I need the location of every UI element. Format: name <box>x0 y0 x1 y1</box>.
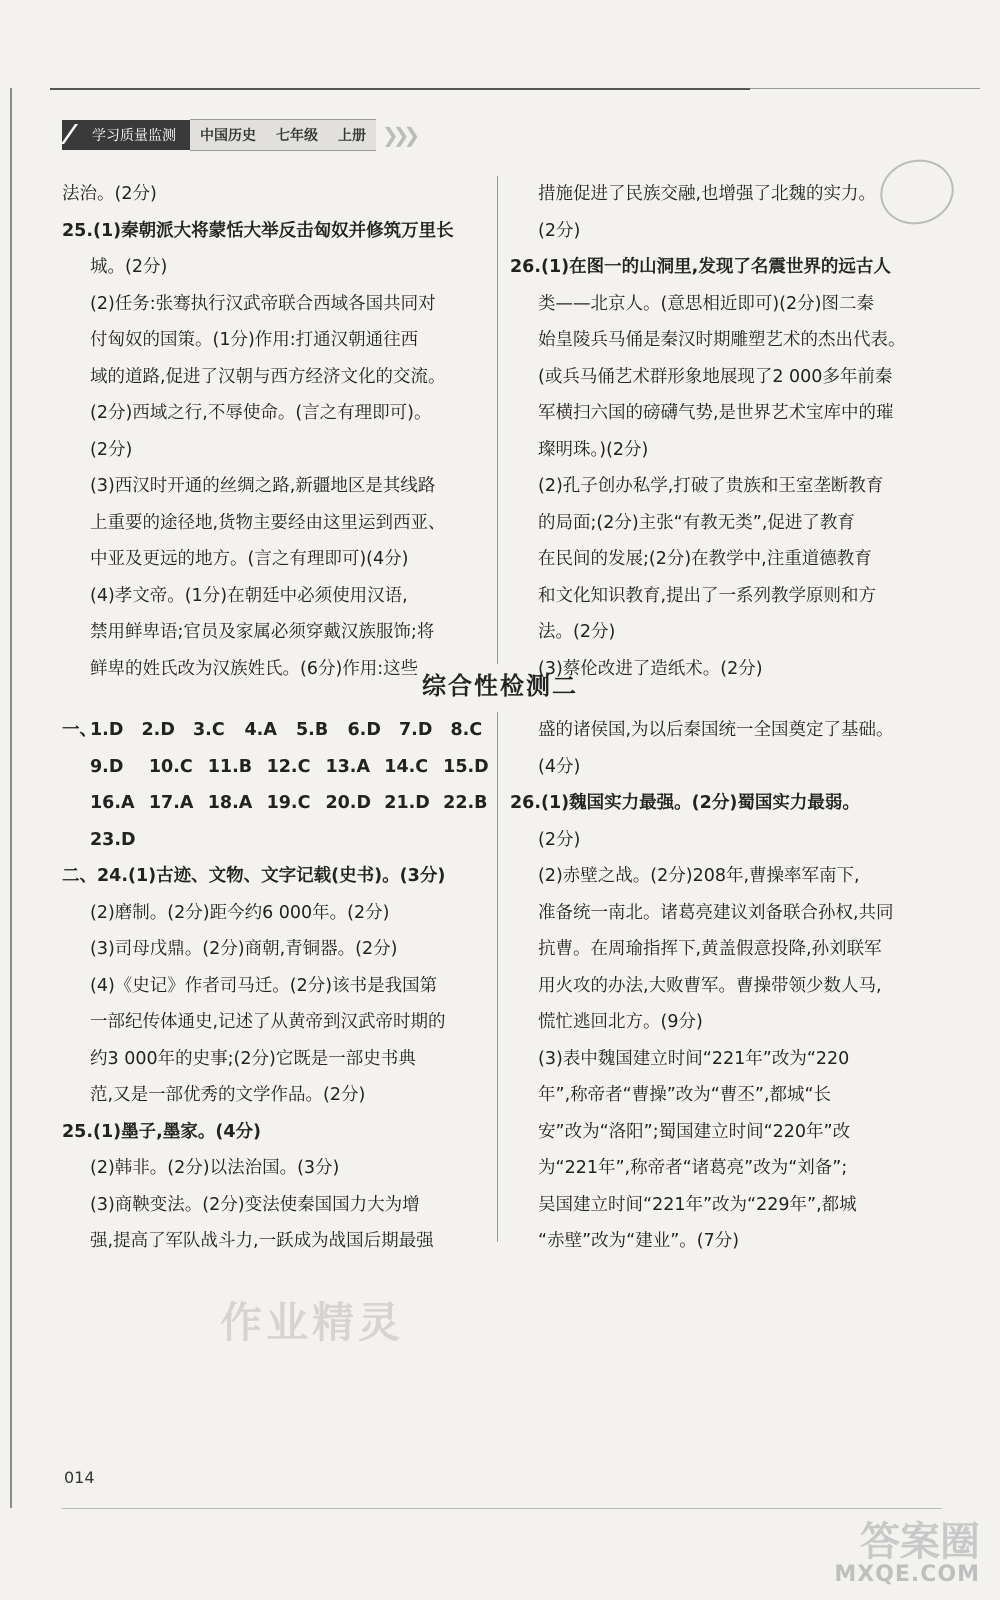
answer-line: 法。(2分) <box>538 622 616 642</box>
answer-line: (3)司母戊鼎。(2分)商朝,青铜器。(2分) <box>90 939 398 959</box>
mcq-answer: 2.D <box>141 720 175 740</box>
answer-line: 城。(2分) <box>90 257 168 277</box>
header-badge: 学习质量监测 <box>62 120 190 150</box>
answer-line: (或兵马俑艺术群形象地展现了2 000多年前秦 <box>538 366 893 387</box>
answer-line: (3)蔡伦改进了造纸术。(2分) <box>538 658 763 679</box>
logo-url: MXQE.COM <box>834 1562 980 1587</box>
answer-line: 类——北京人。(意思相近即可)(2分)图二秦 <box>538 293 874 314</box>
answer-line: 法治。(2分) <box>62 184 157 204</box>
answer-column-left-top <box>62 176 492 687</box>
answer-line: “赤壁”改为“建业”。(7分) <box>538 1231 740 1251</box>
mcq-answer: 20.D <box>325 793 371 813</box>
answer-column-right-top <box>510 176 950 687</box>
mcq-answer: 13.A <box>325 756 370 777</box>
mcq-row <box>62 785 502 822</box>
answer-line: 准备统一南北。诸葛亮建议刘备联合孙权,共同 <box>538 902 894 923</box>
answer-line: (2)韩非。(2分)以法治国。(3分) <box>90 1158 340 1178</box>
page-edge <box>10 88 12 1508</box>
answer-line: 付匈奴的国策。(1分)作用:打通汉朝通往西 <box>90 330 419 350</box>
answer-line: (2分) <box>538 829 581 850</box>
header-grade: 七年级 <box>276 128 318 144</box>
section-title: 综合性检测二 <box>422 672 578 700</box>
chevron-right-icon: ❯❯❯ <box>382 123 415 147</box>
answer-line: (4)孝文帝。(1分)在朝廷中必须使用汉语, <box>90 585 408 606</box>
answer-column-right-bottom <box>510 712 960 1260</box>
header-subject: 中国历史 <box>200 128 256 144</box>
answer-line: (2)磨制。(2分)距今约6 000年。(2分) <box>90 902 390 923</box>
answer-line: 和文化知识教育,提出了一系列教学原则和方 <box>538 585 877 606</box>
answer-line: 吴国建立时间“221年”改为“229年”,都城 <box>538 1194 857 1215</box>
column-divider <box>497 176 498 664</box>
mcq-answer: 17.A <box>148 793 194 813</box>
answer-column-left-bottom <box>62 712 502 1260</box>
mcq-row <box>62 712 502 749</box>
mcq-answer: 1.D <box>90 720 124 740</box>
column-divider <box>497 712 498 1242</box>
page-number: 014 <box>64 1468 95 1487</box>
answer-line: 慌忙逃回北方。(9分) <box>538 1012 703 1032</box>
answer-line: 约3 000年的史事;(2分)它既是一部史书典 <box>90 1048 416 1069</box>
mcq-answer: 12.C <box>266 756 311 777</box>
mcq-answer: 21.D <box>384 793 430 813</box>
answer-line: 始皇陵兵马俑是秦汉时期雕塑艺术的杰出代表。 <box>538 330 906 350</box>
mcq-label: 一、 <box>62 720 97 740</box>
answer-line: (3)商鞅变法。(2分)变法使秦国国力大为增 <box>90 1194 420 1215</box>
mcq-answer: 16.A <box>90 793 135 813</box>
answer-line: 鲜卑的姓氏改为汉族姓氏。(6分)作用:这些 <box>90 658 419 679</box>
answer-line: 二、24.(1)古迹、文物、文字记载(史书)。(3分) <box>62 866 446 886</box>
running-header <box>62 120 414 150</box>
mcq-answer: 19.C <box>266 793 311 813</box>
mcq-answer: 14.C <box>384 756 429 777</box>
mcq-answer: 7.D <box>399 720 433 740</box>
answer-line: (3)西汉时开通的丝绸之路,新疆地区是其线路 <box>90 476 436 496</box>
mcq-answer: 23.D <box>90 829 136 850</box>
logo-mark: 答案圈 <box>860 1519 980 1565</box>
answer-line: (2)孔子创办私学,打破了贵族和王室垄断教育 <box>538 476 884 496</box>
answer-line: 用火攻的办法,大败曹军。曹操带领少数人马, <box>538 975 882 996</box>
answer-line: (3)表中魏国建立时间“221年”改为“220 <box>538 1048 850 1069</box>
answer-line: 范,又是一部优秀的文学作品。(2分) <box>90 1085 366 1105</box>
answer-line: (2分) <box>90 439 133 460</box>
answer-line: (4分) <box>538 756 581 777</box>
answer-line: 为“221年”,称帝者“诸葛亮”改为“刘备”; <box>538 1158 848 1178</box>
answer-line: 域的道路,促进了汉朝与西方经济文化的交流。 <box>90 366 446 387</box>
answer-line: (2)赤壁之战。(2分)208年,曹操率军南下, <box>538 866 860 886</box>
answer-line: (2分)西域之行,不辱使命。(言之有理即可)。 <box>90 403 432 423</box>
mcq-answer: 8.C <box>450 720 483 740</box>
header-volume: 上册 <box>338 128 366 144</box>
answer-line: 26.(1)在图一的山洞里,发现了名震世界的远古人 <box>510 257 891 277</box>
answer-line: (4)《史记》作者司马迁。(2分)该书是我国第 <box>90 975 438 996</box>
answer-line: 禁用鲜卑语;官员及家属必须穿戴汉族服饰;将 <box>90 622 435 642</box>
answer-line: 军横扫六国的磅礴气势,是世界艺术宝库中的璀 <box>538 403 894 423</box>
answer-line: 上重要的途径地,货物主要经由这里运到西亚、 <box>90 512 446 533</box>
mcq-row <box>62 822 502 859</box>
answer-line: 25.(1)墨子,墨家。(4分) <box>62 1121 261 1142</box>
mcq-answer: 10.C <box>148 756 193 777</box>
bottom-rule <box>62 1508 942 1509</box>
answer-line: 年”,称帝者“曹操”改为“曹丕”,都城“长 <box>538 1085 832 1105</box>
watermark-text: 作业精灵 <box>220 1298 405 1347</box>
answer-line: 强,提高了军队战斗力,一跃成为战国后期最强 <box>90 1231 434 1251</box>
mcq-answer: 22.B <box>443 793 488 813</box>
mcq-answer: 18.A <box>207 793 253 813</box>
top-rule <box>50 88 750 90</box>
site-logo <box>820 1510 980 1590</box>
mcq-row <box>62 749 502 786</box>
answer-line: 璨明珠。)(2分) <box>538 439 649 460</box>
answer-line: 抗曹。在周瑜指挥下,黄盖假意投降,孙刘联军 <box>538 939 882 959</box>
mcq-answer: 6.D <box>347 720 381 740</box>
top-rule-right <box>750 88 980 89</box>
mcq-answer: 4.A <box>244 720 277 740</box>
answer-line: 25.(1)秦朝派大将蒙恬大举反击匈奴并修筑万里长 <box>62 220 454 241</box>
answer-line: 措施促进了民族交融,也增强了北魏的实力。 <box>538 184 877 204</box>
mcq-answer: 9.D <box>90 756 124 777</box>
answer-line: 一部纪传体通史,记述了从黄帝到汉武帝时期的 <box>90 1012 446 1032</box>
answer-line: 中亚及更远的地方。(言之有理即可)(4分) <box>90 549 409 569</box>
mcq-answer: 11.B <box>207 756 253 777</box>
mcq-answer: 5.B <box>296 720 329 740</box>
answer-line: (2分) <box>538 220 581 241</box>
header-subject-bar <box>190 119 376 151</box>
mcq-answer: 15.D <box>443 756 489 777</box>
answer-line: 安”改为“洛阳”;蜀国建立时间“220年”改 <box>538 1121 851 1142</box>
mcq-answer: 3.C <box>193 720 225 740</box>
answer-line: (2)任务:张骞执行汉武帝联合西域各国共同对 <box>90 293 436 314</box>
answer-line: 盛的诸侯国,为以后秦国统一全国奠定了基础。 <box>538 720 894 740</box>
answer-line: 在民间的发展;(2分)在教学中,注重道德教育 <box>538 549 872 569</box>
answer-line: 26.(1)魏国实力最强。(2分)蜀国实力最弱。 <box>510 793 860 813</box>
answer-line: 的局面;(2分)主张“有教无类”,促进了教育 <box>538 512 855 533</box>
